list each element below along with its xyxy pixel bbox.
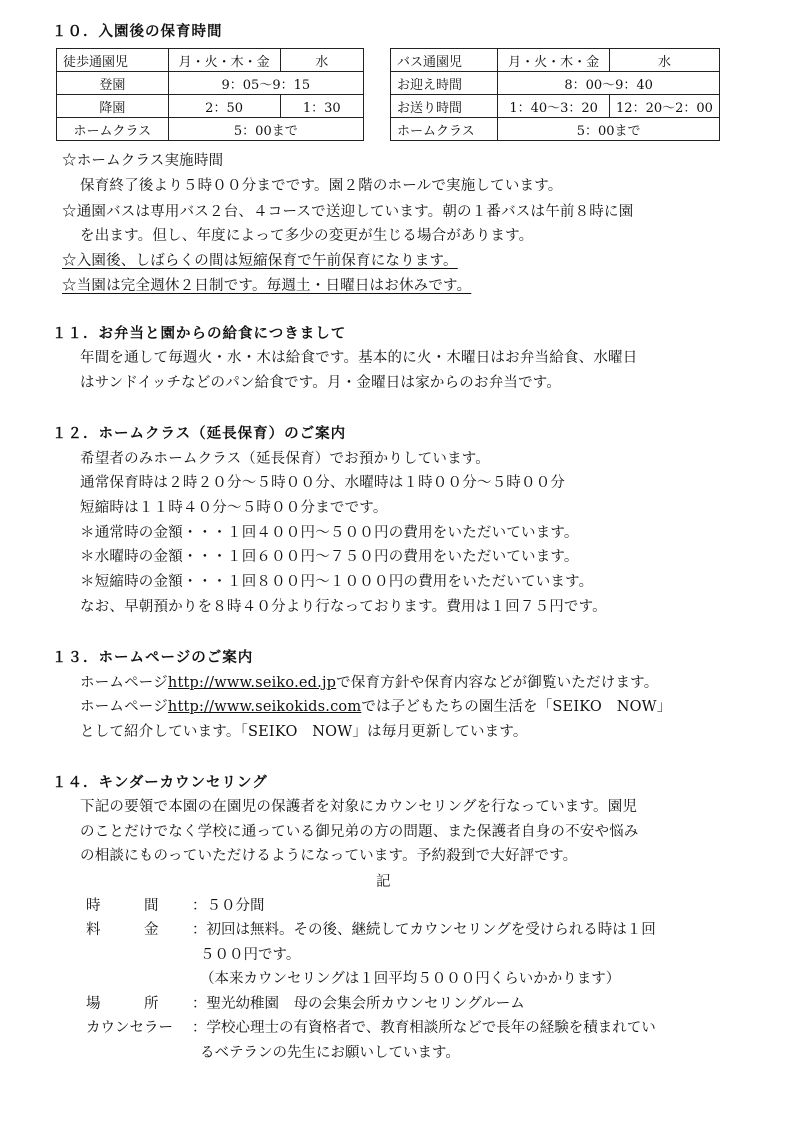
section-10-heading: １０．入園後の保育時間 <box>52 24 223 40</box>
table-cell: ホームクラス <box>391 118 498 141</box>
homepage-line-2 <box>80 697 671 717</box>
note-line: ☆ホームクラス実施時間 <box>62 153 224 169</box>
table-cell: 水 <box>280 49 363 72</box>
counselor-label: カウンセラー <box>86 1020 173 1036</box>
fee-value: ：初回は無料。その後、継続してカウンセリングを受けられる時は１回 <box>192 922 656 938</box>
table-row <box>57 95 364 118</box>
table-cell: 水 <box>609 49 719 72</box>
table-row <box>57 72 364 95</box>
paragraph-line: はサンドイッチなどのパン給食です。月・金曜日は家からのお弁当です。 <box>80 375 562 391</box>
paragraph-line: のことだけでなく学校に通っている御兄弟の方の問題、また保護者自身の不安や悩み <box>80 824 639 840</box>
table-cell: 9：05〜9：15 <box>168 72 363 95</box>
homepage-text: では子どもたちの園生活を「SEIKO NOW」 <box>361 699 672 715</box>
table-row <box>391 118 720 141</box>
note-line: ☆通園バスは専用バス２台、４コースで送迎しています。朝の１番バスは午前８時に園 <box>62 204 634 220</box>
section-11-heading: １１．お弁当と園からの給食につきまして <box>52 326 347 342</box>
table-cell: ホームクラス <box>57 118 169 141</box>
table-cell: 12：20〜2：00 <box>609 95 719 118</box>
homepage-link-seiko[interactable]: http://www.seiko.ed.jp <box>167 675 337 691</box>
homepage-label: ホームページ <box>80 675 168 691</box>
time-label: 時 間 <box>86 898 159 914</box>
table-cell: 1：40〜3：20 <box>498 95 610 118</box>
walk-schedule-table <box>56 48 364 141</box>
fee-value: ５００円です。 <box>200 947 301 963</box>
fee-line: ＊水曜時の金額・・・１回６００円〜７５０円の費用をいただいています。 <box>80 549 579 565</box>
table-row <box>391 72 720 95</box>
place-value: ：聖光幼稚園 母の会集会所カウンセリングルーム <box>192 996 525 1012</box>
section-14-heading: １４．キンダーカウンセリング <box>52 775 268 791</box>
paragraph-line: 短縮時は１１時４０分〜５時００分までです。 <box>80 500 388 516</box>
section-12-heading: １２．ホームクラス（延長保育）のご案内 <box>52 426 347 442</box>
table-row <box>391 49 720 72</box>
homepage-link-seikokids[interactable]: http://www.seikokids.com <box>167 699 362 715</box>
section-13-heading: １３．ホームページのご案内 <box>52 650 254 666</box>
fee-line: ＊短縮時の金額・・・１回８００円〜１０００円の費用をいただいています。 <box>80 574 594 590</box>
table-cell: 徒歩通園児 <box>57 49 169 72</box>
counselor-value: るベテランの先生にお願いしています。 <box>200 1045 460 1061</box>
table-cell: 1：30 <box>280 95 363 118</box>
time-value: ：５０分間 <box>192 898 265 914</box>
homepage-line-1 <box>80 673 658 693</box>
table-cell: 5：00まで <box>168 118 363 141</box>
table-cell: 月・火・木・金 <box>498 49 610 72</box>
paragraph-line: の相談にものっていただけるようになっています。予約殺到で大好評です。 <box>80 848 578 864</box>
table-cell: お送り時間 <box>391 95 498 118</box>
note-line-underlined: ☆入園後、しばらくの間は短縮保育で午前保育になります。 <box>62 253 458 269</box>
note-line: を出ます。但し、年度によって多少の変更が生じる場合があります。 <box>80 228 534 244</box>
counselor-value: ：学校心理士の有資格者で、教育相談所などで長年の経験を積まれてい <box>192 1020 656 1036</box>
place-label: 場 所 <box>86 996 159 1012</box>
table-cell: 8：00〜9：40 <box>498 72 720 95</box>
paragraph-line: として紹介しています。「SEIKO NOW」は毎月更新しています。 <box>80 724 528 740</box>
ki-mark: 記 <box>376 874 391 890</box>
table-row <box>391 95 720 118</box>
paragraph-line: 通常保育時は２時２０分〜５時００分、水曜時は１時００分〜５時００分 <box>80 475 566 491</box>
fee-label: 料 金 <box>86 922 159 938</box>
paragraph-line: 希望者のみホームクラス（延長保育）でお預かりしています。 <box>80 451 491 467</box>
paragraph-line: なお、早朝預かりを８時４０分より行なっております。費用は１回７５円です。 <box>80 599 607 615</box>
fee-line: ＊通常時の金額・・・１回４００円〜５００円の費用をいただいています。 <box>80 525 579 541</box>
table-row <box>57 118 364 141</box>
fee-value: （本来カウンセリングは１回平均５０００円くらいかかります） <box>200 971 621 987</box>
table-cell: 登園 <box>57 72 169 95</box>
table-cell: 月・火・木・金 <box>168 49 280 72</box>
note-line: 保育終了後より５時００分までです。園２階のホールで実施しています。 <box>80 178 563 194</box>
paragraph-line: 年間を通して毎週火・水・木は給食です。基本的に火・木曜日はお弁当給食、水曜日 <box>80 350 638 366</box>
paragraph-line: 下記の要領で本園の在園児の保護者を対象にカウンセリングを行なっています。園児 <box>80 799 638 815</box>
table-cell: お迎え時間 <box>391 72 498 95</box>
table-cell: バス通園児 <box>391 49 498 72</box>
table-cell: 2：50 <box>168 95 280 118</box>
homepage-text: で保育方針や保育内容などが御覧いただけます。 <box>336 675 659 691</box>
table-cell: 降園 <box>57 95 169 118</box>
note-line-underlined: ☆当園は完全週休２日制です。毎週土・日曜日はお休みです。 <box>62 278 472 294</box>
bus-schedule-table <box>390 48 720 141</box>
table-row <box>57 49 364 72</box>
table-cell: 5：00まで <box>498 118 720 141</box>
homepage-label: ホームページ <box>80 699 168 715</box>
